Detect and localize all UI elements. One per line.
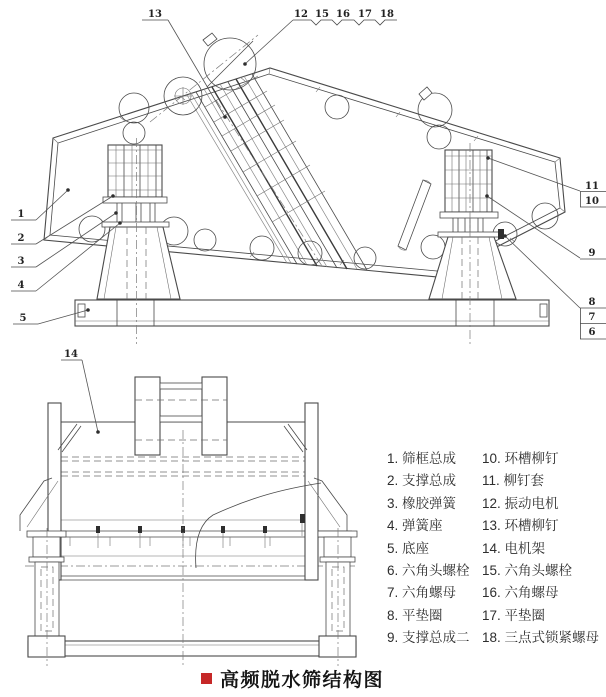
spring-tower-right: [429, 150, 516, 299]
callout-13-label: 13: [148, 9, 162, 20]
legend-item: 5. 底座: [387, 540, 430, 556]
legend-item: 10. 环槽柳钉: [482, 451, 559, 466]
legend-item: 8. 平垫圈: [387, 607, 443, 623]
callout-18-label: 18: [380, 9, 394, 20]
motor-bracket: [135, 377, 227, 455]
legend-item: 1. 筛框总成: [387, 451, 457, 466]
callout-3-label: 3: [17, 256, 25, 267]
caption: [201, 665, 384, 692]
callout-8-label: 8: [588, 297, 596, 308]
callout-16-label: 16: [336, 9, 350, 20]
legend-item: 12. 振动电机: [482, 495, 559, 511]
callout-15-label: 15: [315, 9, 329, 20]
legend-column-1: [387, 448, 470, 650]
callout-6-label: 6: [588, 327, 596, 338]
legend-item: 15. 六角头螺栓: [482, 563, 573, 579]
clamp-bolt: [498, 229, 504, 239]
support-leg-right: [318, 528, 357, 666]
callout-10-label: 10: [585, 196, 599, 207]
spring-tower-left: [97, 145, 180, 299]
legend-item: 14. 电机架: [482, 540, 546, 556]
callout-11-label: 11: [585, 181, 599, 192]
legend-item: 4. 弹簧座: [387, 518, 443, 534]
callout-2-label: 2: [17, 233, 25, 244]
callout-17-label: 17: [358, 9, 372, 20]
legend-item: 3. 橡胶弹簧: [387, 495, 457, 511]
callout-14: [61, 349, 100, 434]
callout-9-label: 9: [588, 248, 596, 259]
legend-column-2: [482, 448, 599, 650]
legend-item: 2. 支撑总成: [387, 473, 457, 489]
front-view-diagram: [20, 349, 357, 668]
callout-1-label: 1: [17, 209, 25, 220]
side-wings: [20, 478, 347, 531]
callout-14-label: 14: [64, 349, 78, 360]
base-frame: [28, 641, 356, 656]
side-view-diagram: [11, 9, 606, 344]
legend-item: 13. 环槽柳钉: [482, 518, 559, 534]
screen-body: [25, 403, 355, 580]
legend-item: 7. 六角螺母: [387, 585, 457, 601]
legend-item: 18. 三点式锁紧螺母: [482, 630, 600, 646]
caption-bullet-icon: [201, 673, 212, 684]
legend-item: 11. 柳钉套: [482, 473, 545, 489]
legend-item: 9. 支撑总成二: [387, 630, 470, 646]
legend-item: 17. 平垫圈: [482, 607, 546, 623]
callout-12-label: 12: [294, 9, 308, 20]
motor-beam: [187, 74, 367, 270]
legend-item: 16. 六角螺母: [482, 585, 559, 601]
callout-7-label: 7: [588, 312, 596, 323]
callout-5-label: 5: [19, 313, 27, 324]
legend-item: 6. 六角头螺栓: [387, 563, 470, 579]
callout-4-label: 4: [17, 280, 25, 291]
base-plate: [75, 300, 549, 326]
support-rod: [398, 180, 431, 250]
support-leg-left: [27, 528, 66, 666]
caption-title: 高频脱水筛结构图: [220, 670, 385, 691]
